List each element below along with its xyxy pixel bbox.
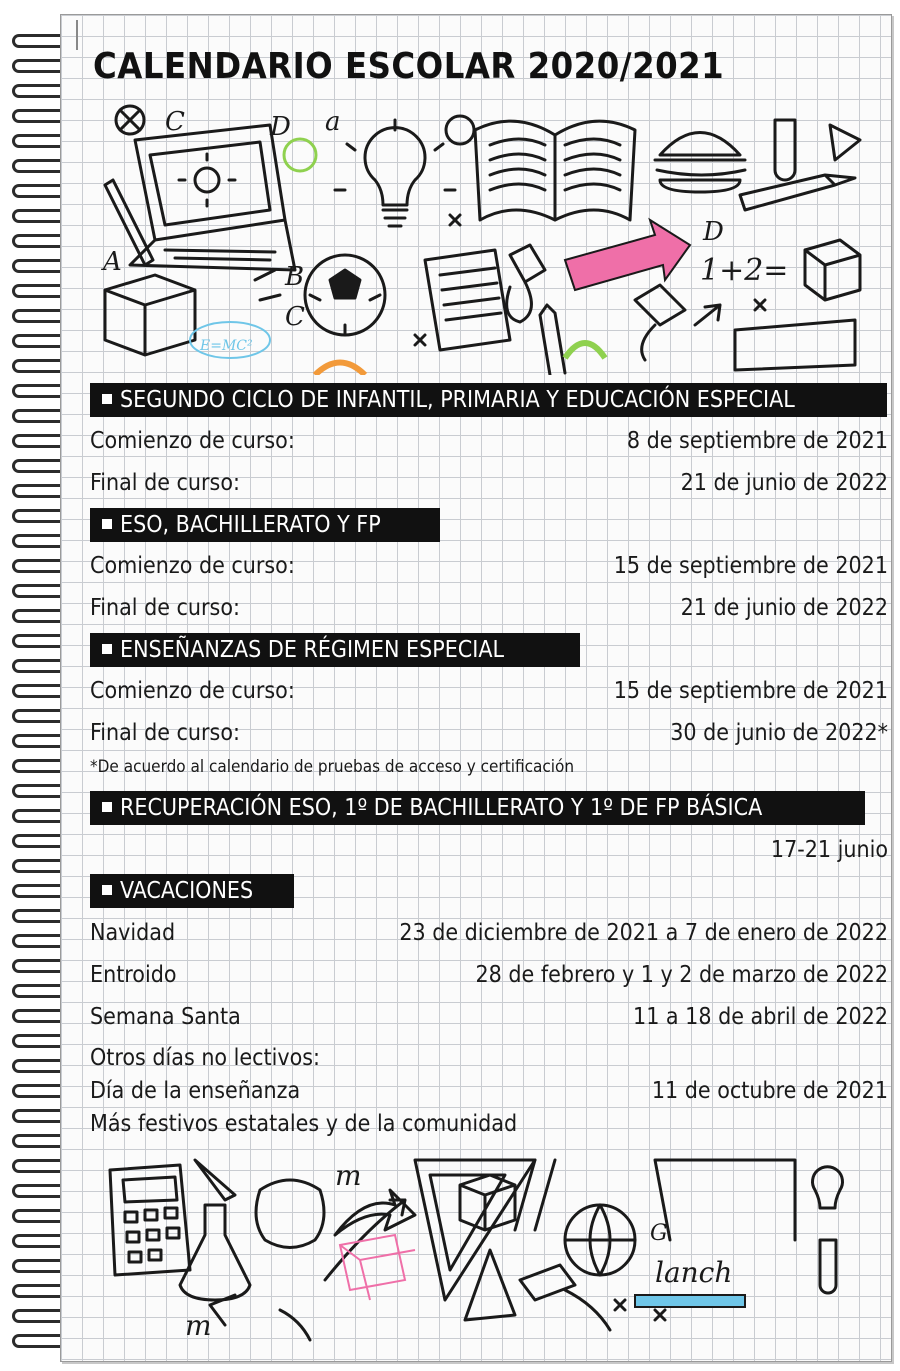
row-entroido	[90, 958, 888, 992]
doodle-formula: 1+2=	[700, 253, 789, 288]
row-label: Comienzo de curso:	[90, 678, 295, 704]
doodle-letter: m	[185, 1309, 212, 1342]
laptop-icon	[130, 125, 295, 270]
row-value: 11 de octubre de 2021	[651, 1078, 888, 1104]
more-holidays-text: Más festivos estatales y de la comunidad	[90, 1111, 518, 1137]
row-value: 15 de septiembre de 2021	[613, 553, 888, 579]
row-infantil-start	[90, 424, 888, 458]
doodle-lunch: lanch	[655, 1256, 733, 1289]
row-label: Final de curso:	[90, 470, 240, 496]
row-value: 28 de febrero y 1 y 2 de marzo de 2022	[475, 962, 888, 988]
pink-cube-icon	[340, 1235, 415, 1300]
row-teaching-day	[90, 1074, 888, 1108]
row-label: Semana Santa	[90, 1004, 241, 1030]
doodle-letter: a	[325, 107, 341, 137]
row-eso-start	[90, 549, 888, 583]
other-days-heading: Otros días no lectivos:	[90, 1045, 321, 1071]
row-value: 17-21 junio	[770, 837, 888, 863]
calculator-icon	[110, 1165, 190, 1275]
row-value: 8 de septiembre de 2021	[626, 428, 888, 454]
row-regimen-end	[90, 716, 888, 750]
row-regimen-start	[90, 674, 888, 708]
section-heading-vacaciones: VACACIONES	[90, 874, 294, 908]
row-value: 11 a 18 de abril de 2022	[633, 1004, 888, 1030]
doodle-letter: B	[285, 262, 305, 292]
doodle-letter: m	[335, 1159, 362, 1192]
row-value: 30 de junio de 2022*	[670, 720, 888, 746]
section-heading-eso: ESO, BACHILLERATO Y FP	[90, 508, 440, 542]
row-label: Final de curso:	[90, 720, 240, 746]
row-label: Comienzo de curso:	[90, 428, 295, 454]
globe-icon	[565, 1205, 635, 1275]
section-heading-regimen-especial: ENSEÑANZAS DE RÉGIMEN ESPECIAL	[90, 633, 580, 667]
row-value: 21 de junio de 2022	[680, 470, 888, 496]
row-value: 15 de septiembre de 2021	[613, 678, 888, 704]
doodle-letter: D	[270, 112, 291, 142]
doodle-letter: G	[650, 1221, 668, 1246]
school-doodles-top	[95, 100, 885, 375]
row-value: 23 de diciembre de 2021 a 7 de enero de 2022	[399, 920, 888, 946]
doodle-letter: C	[285, 302, 305, 332]
footnote: *De acuerdo al calendario de pruebas de acceso y certificación	[90, 757, 575, 777]
margin-line	[76, 20, 78, 50]
row-label: Entroido	[90, 962, 177, 988]
page-title: CALENDARIO ESCOLAR 2020/2021	[93, 46, 725, 87]
row-label: Día de la enseñanza	[90, 1078, 301, 1104]
row-eso-end	[90, 591, 888, 625]
row-label: Comienzo de curso:	[90, 553, 295, 579]
doodle-letter: D	[703, 217, 724, 247]
row-label: Navidad	[90, 920, 176, 946]
section-heading-infantil: SEGUNDO CICLO DE INFANTIL, PRIMARIA Y EDUCACIÓN ESPECIAL	[90, 383, 887, 417]
soccer-ball-icon	[305, 255, 385, 335]
row-label: Final de curso:	[90, 595, 240, 621]
row-navidad	[90, 916, 888, 950]
row-recuperacion	[90, 833, 888, 867]
doodle-letter: C	[165, 107, 185, 137]
green-ball-icon	[284, 139, 316, 171]
pink-arrow-icon	[565, 220, 690, 290]
doodle-emc2: E=MC²	[200, 338, 253, 354]
book-icon	[475, 121, 635, 220]
school-doodles-bottom	[95, 1150, 885, 1350]
row-semana-santa	[90, 1000, 888, 1034]
doodle-letter: A	[103, 247, 122, 277]
row-value: 21 de junio de 2022	[680, 595, 888, 621]
section-heading-recuperacion: RECUPERACIÓN ESO, 1º DE BACHILLERATO Y 1º DE FP BÁSICA	[90, 791, 865, 825]
light-bulb-icon	[335, 120, 455, 226]
row-infantil-end	[90, 466, 888, 500]
